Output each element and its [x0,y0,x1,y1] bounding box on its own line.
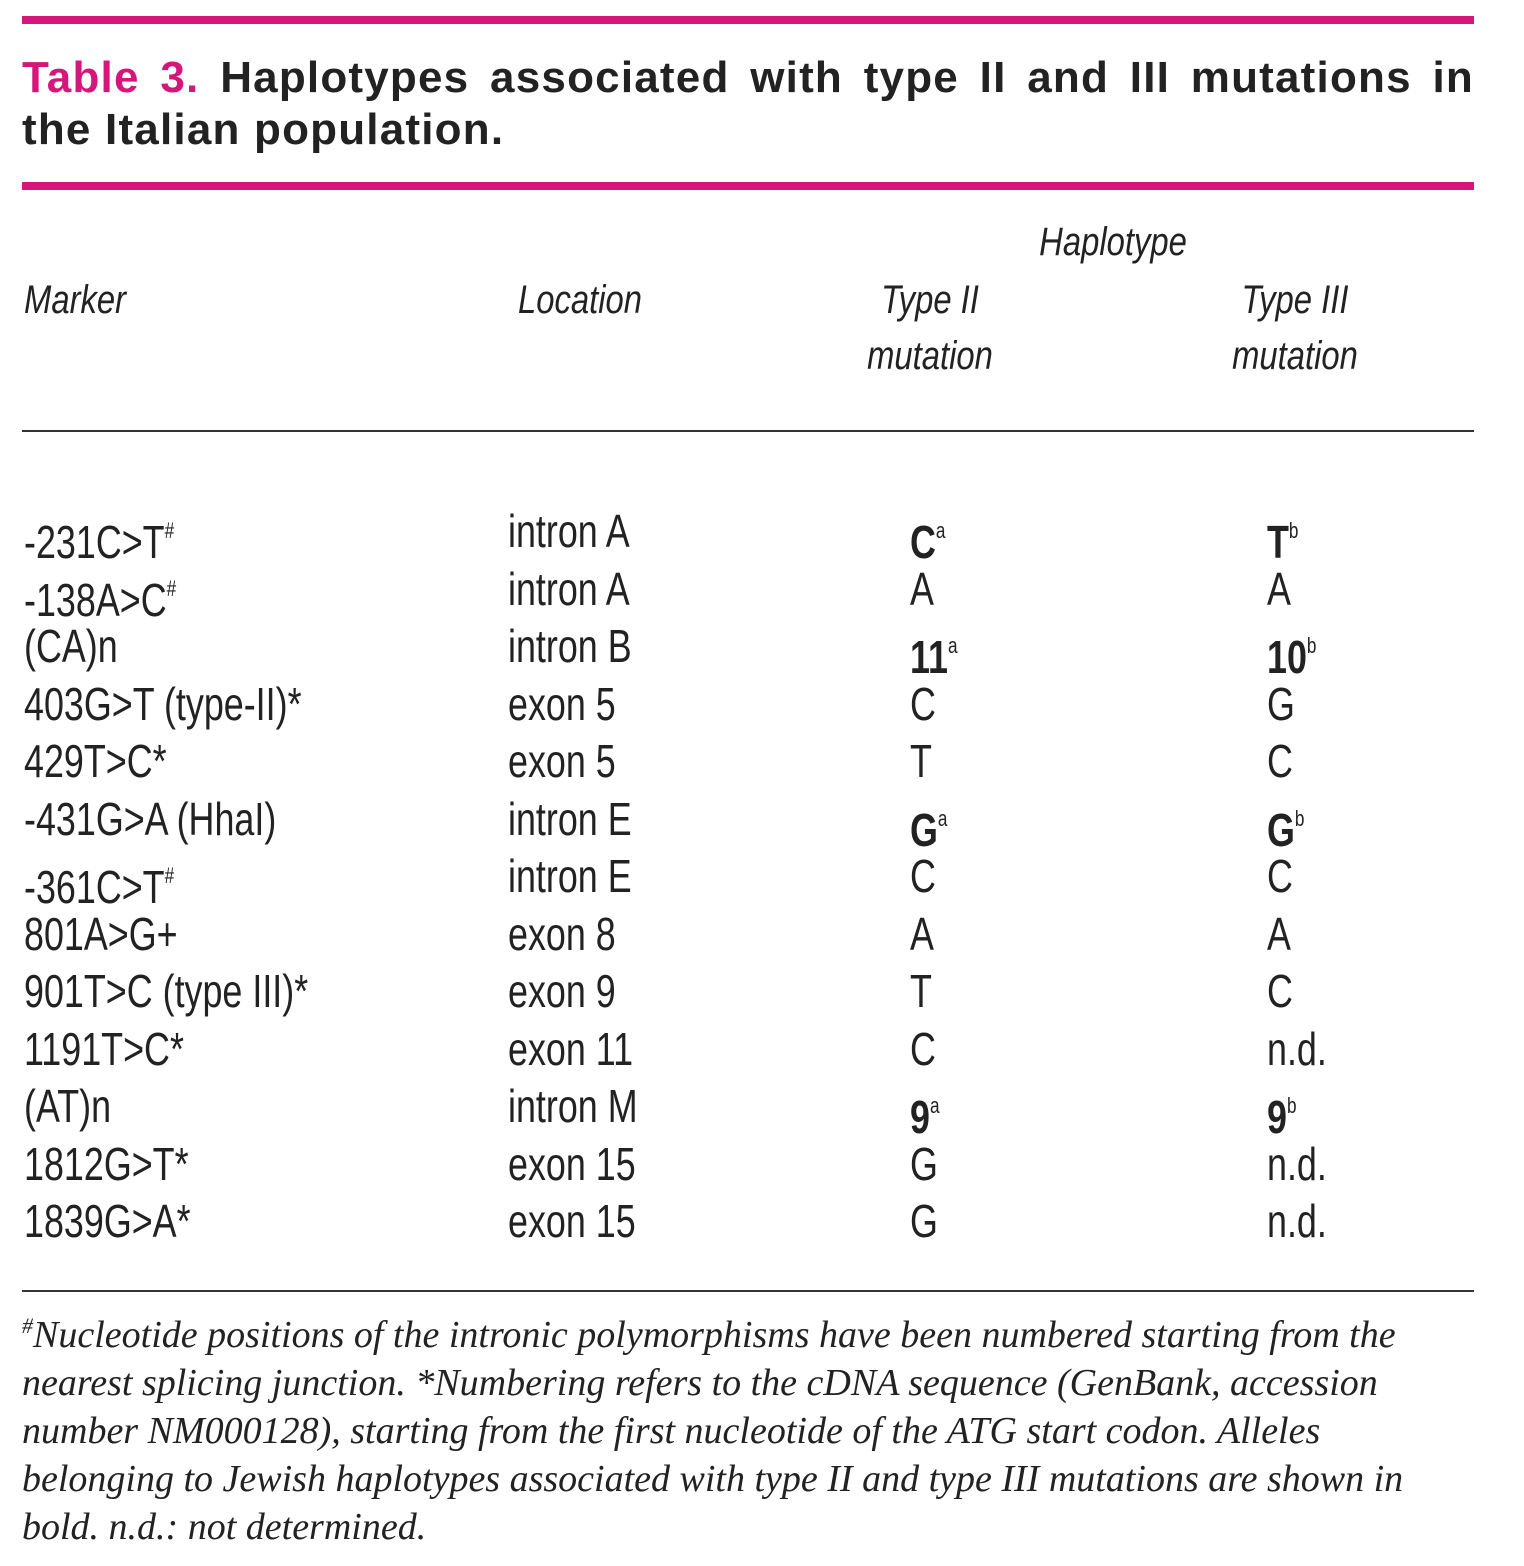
cell-type2-value: C [910,1023,936,1075]
cell-type3-value: C [1267,965,1293,1017]
cell-type2-value: C [910,850,936,902]
cell-location-value: exon 9 [508,965,616,1017]
cell-marker-value: 901T>C (type III)* [24,965,309,1017]
header-type3-line1: Type III [1241,278,1349,322]
cell-marker-value: 1812G>T* [24,1138,189,1190]
cell-type2 [910,1192,938,1250]
cell-type2-superscript: a [937,806,948,831]
cell-type3-value: A [1267,563,1291,615]
cell-type3-value: 9 [1267,1091,1287,1143]
cell-type3 [1267,1135,1327,1193]
cell-type3 [1267,962,1293,1020]
cell-type2-value: A [910,563,934,615]
cell-location-value: intron A [508,505,630,557]
cell-type3-value: C [1267,735,1293,787]
cell-marker-value: 1191T>C* [24,1023,184,1075]
cell-location-value: intron A [508,563,630,615]
cell-location [508,962,616,1020]
cell-type2-value: G [910,1138,938,1190]
cell-type2-value: C [910,516,936,568]
cell-location [508,560,630,618]
cell-type2-value: A [910,908,934,960]
cell-location-value: intron E [508,793,632,845]
cell-marker-value: (AT)n [24,1080,112,1132]
cell-location [508,675,616,733]
cell-type3 [1267,560,1291,618]
cell-type2 [910,847,936,905]
cell-marker [24,905,178,963]
cell-marker [24,962,308,1020]
cell-marker [24,1135,189,1193]
cell-type3 [1267,732,1293,790]
cell-location-value: intron E [508,850,632,902]
cell-type2 [910,1135,938,1193]
cell-marker [24,1077,111,1135]
cell-type2-superscript: a [929,1093,940,1118]
cell-marker-superscript: # [166,576,177,601]
header-haplotype: Haplotype [1039,220,1187,264]
cell-marker-value: 429T>C* [24,735,167,787]
cell-type3-value: A [1267,908,1291,960]
cell-marker-value: -231C>T [24,516,165,568]
cell-marker [24,790,276,848]
cell-type3-value: n.d. [1267,1138,1327,1190]
cell-type2-value: C [910,678,936,730]
cell-marker-value: -138A>C [24,574,167,626]
caption-rule [22,182,1474,190]
cell-marker-value: 1839G>A* [24,1195,191,1247]
cell-type3-superscript: b [1306,633,1317,658]
cell-type2 [910,905,934,963]
cell-type3 [1267,905,1291,963]
header-type2-line1: Type II [881,278,979,322]
cell-marker [24,675,302,733]
cell-location-value: exon 8 [508,908,616,960]
cell-location [508,1077,638,1135]
cell-marker [24,617,118,675]
cell-location-value: exon 5 [508,735,616,787]
cell-marker-value: 403G>T (type-II)* [24,678,302,730]
cell-type2-superscript: a [947,633,958,658]
cell-location [508,847,632,905]
cell-marker-value: (CA)n [24,620,118,672]
cell-marker-value: -431G>A (HhaI) [24,793,277,845]
header-location: Location [518,278,643,322]
cell-location-value: intron B [508,620,632,672]
table-title: Haplotypes associated with type II and III mutations in the Italian population. [22,53,1474,154]
cell-type3-value: n.d. [1267,1195,1327,1247]
bottom-rule [22,1290,1474,1292]
cell-type3-value: G [1267,804,1295,856]
header-marker: Marker [24,278,127,322]
cell-type3-value: n.d. [1267,1023,1327,1075]
cell-type2 [910,560,934,618]
cell-location [508,732,616,790]
cell-location-value: intron M [508,1080,638,1132]
cell-type3 [1267,847,1293,905]
table-label: Table 3. [22,53,200,102]
cell-location [508,502,630,560]
cell-type3-superscript: b [1288,518,1299,543]
cell-type3-superscript: b [1294,806,1305,831]
cell-type2-superscript: a [935,518,946,543]
cell-type3 [1267,1192,1327,1250]
cell-location-value: exon 11 [508,1023,634,1075]
cell-location [508,1135,636,1193]
footnote-text: Nucleotide positions of the intronic polymorphisms have been numbered starting from the nearest splicing junction. *Numbering refers to the cDNA sequence (GenBank, accession number NM000128), starting from the first nucleotide of the ATG start codon. Alleles belonging to Jewish haplotypes associated with type II and type III mutations are shown in bold. n.d.: not determined. [22,1314,1404,1548]
cell-marker [24,1020,184,1078]
cell-type2-value: G [910,1195,938,1247]
header-type3-line2: mutation [1232,334,1358,378]
table-caption [22,52,1474,156]
cell-marker [24,1192,191,1250]
cell-marker-value: 801A>G+ [24,908,178,960]
cell-type3-value: C [1267,850,1293,902]
cell-location-value: exon 15 [508,1195,636,1247]
cell-location [508,617,632,675]
cell-type3-superscript: b [1286,1093,1297,1118]
cell-type2-value: 11 [910,631,948,683]
cell-location [508,790,632,848]
cell-type3-value: G [1267,678,1295,730]
cell-type2 [910,1020,936,1078]
cell-type3-value: T [1267,516,1289,568]
cell-marker-superscript: # [164,518,175,543]
cell-type2-value: 9 [910,1091,930,1143]
cell-type2-value: T [910,735,932,787]
cell-marker [24,732,167,790]
cell-type3 [1267,1020,1327,1078]
cell-type2 [910,962,932,1020]
cell-type2 [910,732,932,790]
header-rule [22,430,1474,432]
cell-location [508,1020,633,1078]
top-rule [22,16,1474,24]
header-type2-line2: mutation [867,334,993,378]
cell-type2-value: T [910,965,932,1017]
cell-type3 [1267,675,1295,733]
cell-type2-value: G [910,804,938,856]
cell-type3-value: 10 [1267,631,1307,683]
footnote-symbol: # [22,1313,33,1338]
cell-marker-superscript: # [164,863,175,888]
footnote [22,1302,1474,1551]
cell-marker-value: -361C>T [24,861,165,913]
cell-location-value: exon 5 [508,678,616,730]
cell-location-value: exon 15 [508,1138,636,1190]
cell-type2 [910,675,936,733]
cell-location [508,905,616,963]
cell-location [508,1192,636,1250]
